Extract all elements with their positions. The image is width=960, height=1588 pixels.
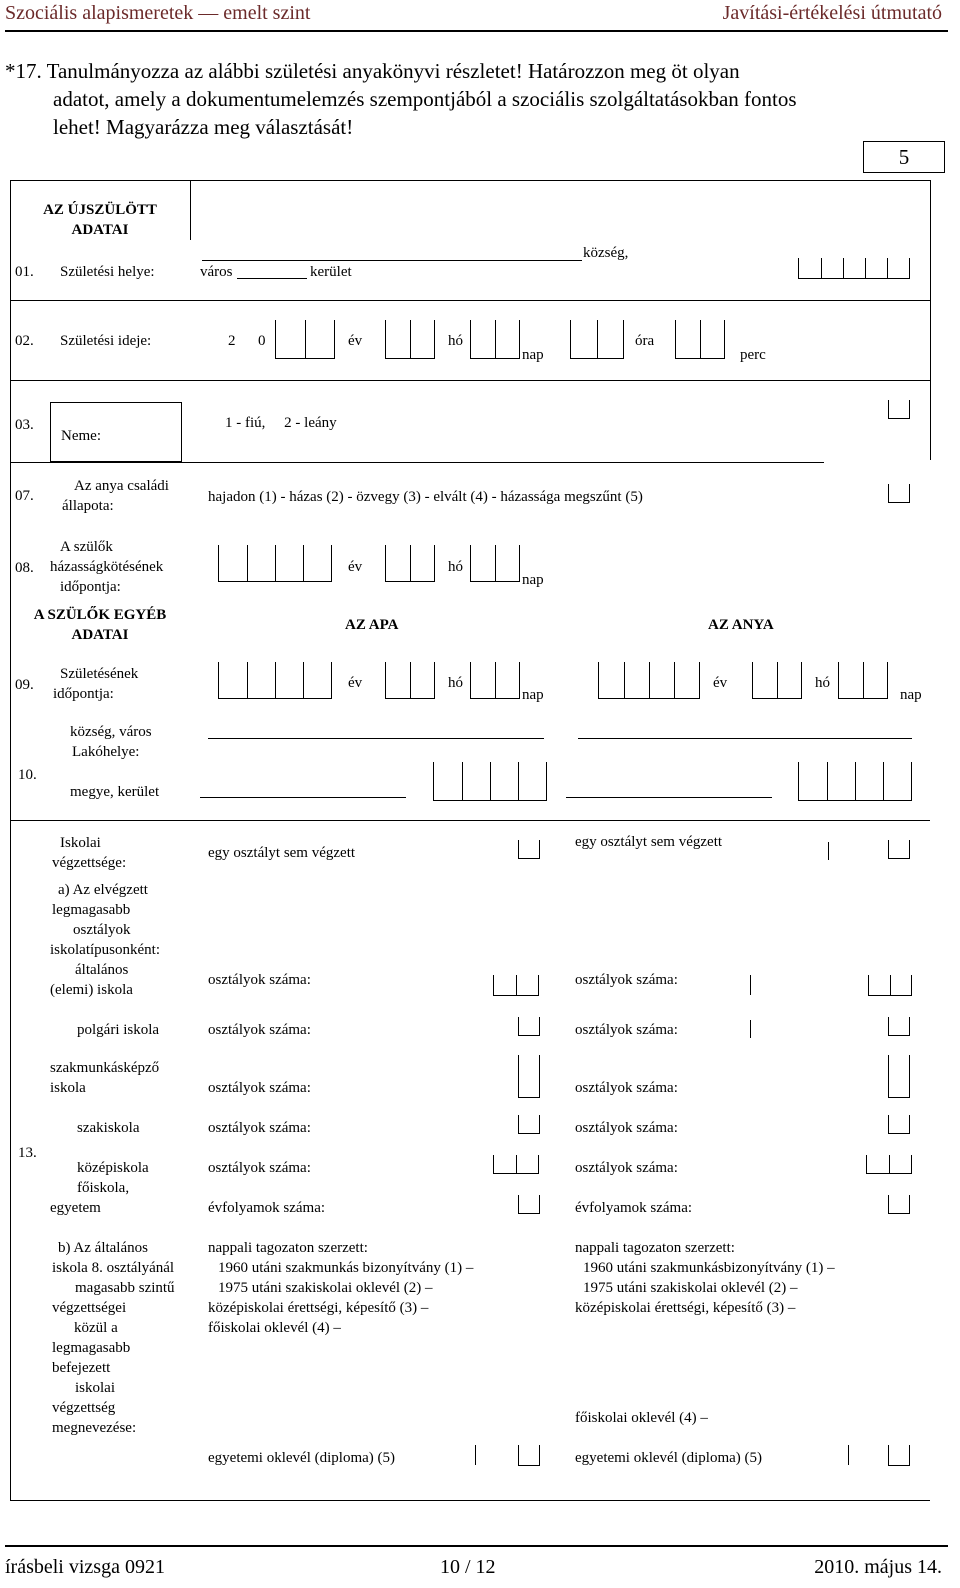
sex-options: 1 - fiú, 2 - leány [225, 415, 337, 431]
father-no-class-box[interactable] [518, 840, 540, 859]
father-county-code-boxes[interactable] [433, 762, 547, 801]
form-right-border [930, 180, 931, 460]
mother-heading: AZ ANYA [708, 617, 774, 633]
mother-diploma: egyetemi oklevél (diploma) (5) [575, 1450, 763, 1466]
task-line-1: *17. Tanulmányozza az alábbi születési anyakönyvi részletet! Határozzon meg öt olyan [5, 59, 740, 83]
marriage-day-boxes[interactable] [470, 545, 520, 582]
marriage-month-boxes[interactable] [385, 545, 435, 582]
mother-kozepiskola-boxes[interactable] [866, 1155, 912, 1174]
birth-minute-boxes[interactable] [675, 320, 725, 359]
row08-number: 08. [15, 560, 34, 576]
father-heading: AZ APA [345, 617, 399, 633]
father-town-line [208, 738, 544, 739]
parents-title-1: A SZÜLŐK EGYÉB [33, 607, 167, 623]
newborn-title-2: ADATAI [71, 222, 129, 238]
row13-number: 13. [18, 1145, 37, 1161]
marital-options: hajadon (1) - házas (2) - özvegy (3) - elvált (4) - házassága megszűnt (5) [208, 489, 643, 505]
father-birth-year-boxes[interactable] [218, 662, 332, 699]
row03-number: 03. [15, 417, 34, 433]
mother-polgari-box[interactable] [888, 1017, 910, 1036]
mother-szakmunkas-box[interactable] [888, 1055, 910, 1098]
footer-rule [5, 1545, 948, 1547]
row01-number: 01. [15, 264, 34, 280]
row10-number: 10. [18, 767, 37, 783]
mother-county-code-boxes[interactable] [798, 762, 912, 801]
varos-label: város [200, 264, 233, 280]
mother-no-class: egy osztályt sem végzett [575, 834, 723, 850]
mother-county-line [566, 797, 772, 798]
father-kozepiskola-boxes[interactable] [493, 1155, 539, 1174]
footer-right: 2010. május 14. [814, 1556, 942, 1578]
father-diploma-box[interactable] [518, 1445, 540, 1466]
mother-town-line [578, 738, 912, 739]
kozseg-label: község, [583, 245, 629, 261]
mother-birth-month-boxes[interactable] [752, 662, 802, 699]
footer-left: írásbeli vizsga 0921 [5, 1556, 165, 1578]
row07-number: 07. [15, 488, 34, 504]
sex-code-box[interactable] [888, 400, 910, 419]
father-szakmunkas-box[interactable] [518, 1055, 540, 1098]
kerulet-label: kerület [310, 264, 352, 280]
task-line-3: lehet! Magyarázza meg választását! [53, 115, 354, 139]
row02-number: 02. [15, 333, 34, 349]
mother-szakiskola-box[interactable] [888, 1115, 910, 1134]
mother-foiskola-box[interactable] [888, 1195, 910, 1214]
marital-code-box[interactable] [888, 484, 910, 503]
birthplace-label: Születési helye: [60, 264, 155, 280]
birth-hour-boxes[interactable] [570, 320, 624, 359]
father-diploma: egyetemi oklevél (diploma) (5) [208, 1450, 396, 1466]
birthplace-code-boxes[interactable] [798, 258, 910, 279]
header-rule [5, 30, 948, 32]
sex-label-box [50, 402, 182, 462]
row09-number: 09. [15, 677, 34, 693]
birth-year-boxes[interactable] [275, 320, 335, 359]
newborn-title-1: AZ ÚJSZÜLÖTT [43, 202, 157, 218]
father-szakiskola-box[interactable] [518, 1115, 540, 1134]
father-birth-day-boxes[interactable] [470, 662, 520, 699]
task-line-2: adatot, amely a dokumentumelemzés szempontjából a szociális szolgáltatásokban fontos [53, 87, 797, 111]
birth-month-boxes[interactable] [385, 320, 435, 359]
footer-center: 10 / 12 [440, 1556, 496, 1578]
father-county-line [200, 797, 406, 798]
form-top-border [10, 180, 930, 181]
header-right: Javítási-értékelési útmutató [722, 2, 942, 24]
form-left-border [10, 180, 11, 1500]
mother-elementary-boxes[interactable] [868, 975, 912, 996]
father-elementary-boxes[interactable] [493, 975, 539, 996]
parents-title-2: ADATAI [71, 627, 129, 643]
birth-day-boxes[interactable] [470, 320, 520, 359]
mother-birth-day-boxes[interactable] [838, 662, 888, 699]
mother-diploma-box[interactable] [888, 1445, 910, 1466]
marriage-year-boxes[interactable] [218, 545, 332, 582]
father-foiskola-box[interactable] [518, 1195, 540, 1214]
sex-label: Neme: [61, 428, 101, 444]
father-no-class: egy osztályt sem végzett [208, 845, 356, 861]
mother-birth-year-boxes[interactable] [598, 662, 700, 699]
father-birth-month-boxes[interactable] [385, 662, 435, 699]
father-polgari-box[interactable] [518, 1017, 540, 1036]
header-left: Szociális alapismeretek — emelt szint [5, 2, 311, 24]
birthtime-label: Születési ideje: [60, 333, 152, 349]
points-box: 5 [863, 141, 945, 173]
mother-no-class-box[interactable] [888, 840, 910, 859]
form-title-divider [190, 180, 191, 240]
